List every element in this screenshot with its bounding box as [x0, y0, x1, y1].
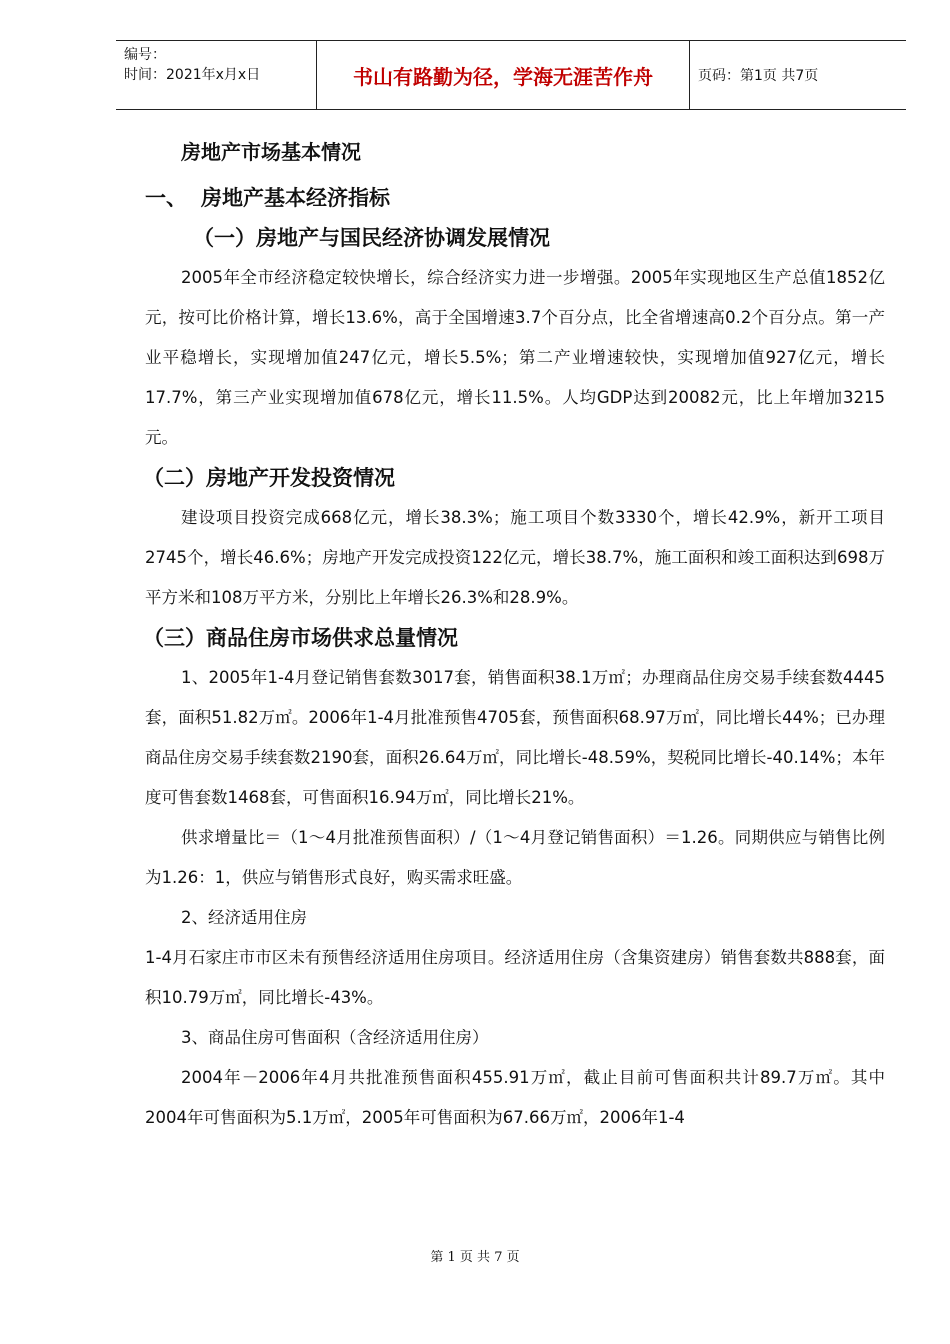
- page-header: [116, 40, 906, 110]
- paragraph-supply-ratio: 供求增量比＝（1～4月批准预售面积）/（1～4月登记销售面积）＝1.26。同期供应与销售比例为1.26：1，供应与销售形式良好，购买需求旺盛。: [145, 828, 885, 887]
- subsection-heading-2: （二）房地产开发投资情况: [143, 466, 395, 490]
- item-heading-available-area: 3、商品住房可售面积（含经济适用住房）: [181, 1028, 489, 1047]
- item-heading-affordable: 2、经济适用住房: [181, 908, 307, 927]
- subsection-heading-3: （三）商品住房市场供求总量情况: [143, 626, 458, 650]
- time-label: 时间：2021年x月x日: [124, 67, 261, 83]
- page-footer: 第 1 页 共 7 页: [430, 1250, 520, 1265]
- header-motto: 书山有路勤为径，学海无涯苦作舟: [316, 41, 690, 109]
- number-label: 编号：: [124, 47, 166, 63]
- paragraph-affordable: 1-4月石家庄市市区未有预售经济适用住房项目。经济适用住房（含集资建房）销售套数共888套，面积10.79万㎡，同比增长-43%。: [145, 948, 885, 1007]
- paragraph-investment: 建设项目投资完成668亿元，增长38.3%；施工项目个数3330个，增长42.9%，新开工项目2745个，增长46.6%；房地产开发完成投资122亿元，增长38.7%，施工面积和竣工面积达到698万平方米和108万平方米，分别比上年增长26.3%和28.9%。: [145, 508, 885, 607]
- paragraph-sales: 1、2005年1-4月登记销售套数3017套，销售面积38.1万㎡；办理商品住房交易手续套数4445套，面积51.82万㎡。2006年1-4月批准预售4705套，预售面积68.97万㎡，同比增长44%；已办理商品住房交易手续套数2190套，面积26.64万㎡，同比增长-48.59%，契税同比增长-40.14%；本年度可售套数1468套，可售面积16.94万㎡，同比增长21%。: [145, 668, 885, 807]
- section-number: 一、: [145, 186, 187, 210]
- subsection-heading-1: （一）房地产与国民经济协调发展情况: [193, 226, 550, 250]
- header-meta: [116, 41, 316, 109]
- header-page-info: 页码：第1页 共7页: [698, 68, 819, 84]
- paragraph-available-area: 2004年－2006年4月共批准预售面积455.91万㎡，截止目前可售面积共计89.7万㎡。其中2004年可售面积为5.1万㎡，2005年可售面积为67.66万㎡，2006年1-4: [145, 1068, 885, 1127]
- section-heading-1: [145, 178, 885, 218]
- paragraph-economy: 2005年全市经济稳定较快增长，综合经济实力进一步增强。2005年实现地区生产总值1852亿元，按可比价格计算，增长13.6%，高于全国增速3.7个百分点，比全省增速高0.2个百分点。第一产业平稳增长，实现增加值247亿元，增长5.5%；第二产业增速较快，实现增加值927亿元，增长17.7%，第三产业实现增加值678亿元，增长11.5%。人均GDP达到20082元，比上年增加3215元。: [145, 268, 885, 447]
- document-title: 房地产市场基本情况: [181, 140, 361, 164]
- document-body: [145, 122, 885, 1138]
- section-title: 房地产基本经济指标: [201, 186, 390, 210]
